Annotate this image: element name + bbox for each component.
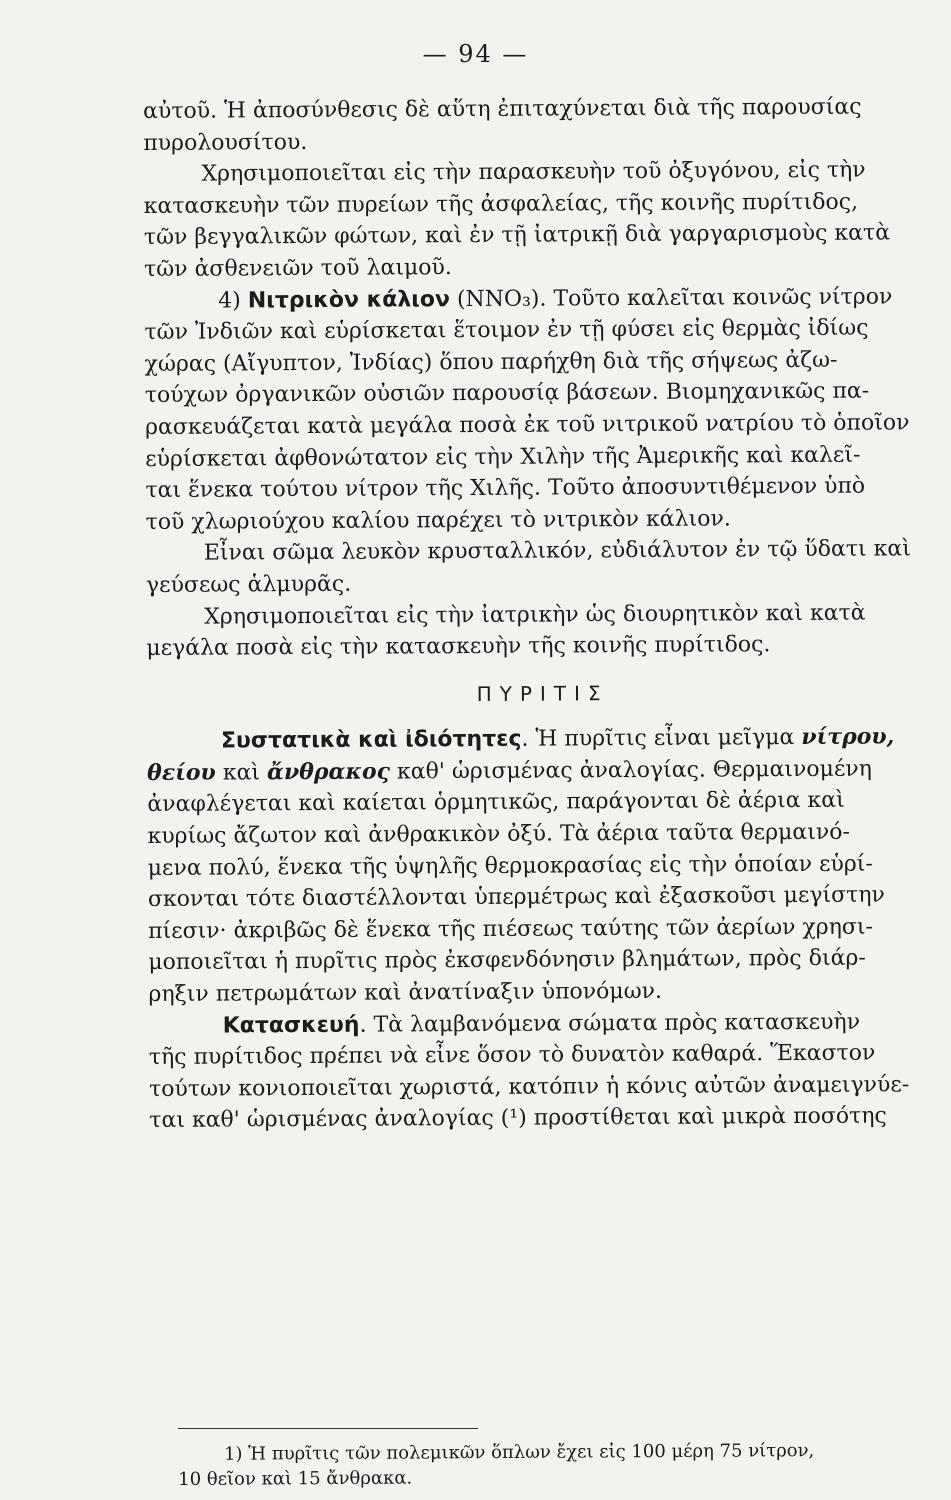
text-line: σκονται τότε διαστέλλονται ὑπερμέτρως καὶ ἐξασκοῦσι μεγίστην bbox=[147, 882, 885, 913]
text-run: καθ' ὡρισμένας ἀναλογίας. Θερμαινομένη bbox=[396, 756, 872, 785]
bold-italic-term: νίτρου, bbox=[801, 723, 895, 751]
paragraph-heading-construction bbox=[149, 1006, 941, 1042]
footnote-line: 1) Ἡ πυρῖτις τῶν πολεμικῶν ὅπλων ἔχει εἰς 100 μέρη 75 νίτρον, bbox=[224, 1440, 815, 1465]
bold-term: Κατασκευή bbox=[222, 1012, 360, 1039]
text-line: τῶν βεγγαλικῶν φώτων, καὶ ἐν τῇ ἰατρικῇ διὰ γαργαρισμοὺς κατὰ bbox=[143, 220, 891, 251]
text-run: καὶ bbox=[222, 760, 261, 786]
body-text bbox=[143, 91, 941, 1137]
paragraph-heading-potassium-nitrate bbox=[144, 281, 936, 317]
bold-term: Νιτρικὸν κάλιον bbox=[247, 286, 450, 313]
bold-italic-term: θείου bbox=[147, 759, 216, 786]
text-line: Εἶναι σῶμα λευκὸν κρυσταλλικόν, εὐδιάλυτον ἐν τῷ ὕδατι καὶ bbox=[203, 536, 911, 566]
text-run: . Τὰ λαμβανόμενα σώματα πρὸς κατασκευὴν bbox=[359, 1009, 861, 1038]
text-line: τοῦ χλωριούχου καλίου παρέχει τὸ νιτρικὸν κάλιον. bbox=[145, 506, 731, 535]
text-line: ται καθ' ὡρισμένας ἀναλογίας (¹) προστίθεται καὶ μικρὰ ποσότης bbox=[149, 1103, 887, 1134]
text-line: ρασκευάζεται κατὰ μεγάλα ποσὰ ἐκ τοῦ νιτρικοῦ νατρίου τὸ ὁποῖον bbox=[144, 410, 910, 440]
item-number: 4) bbox=[218, 287, 241, 314]
text-line: Χρησιμοποιεῖται εἰς τὴν ἰατρικὴν ὡς διουρητικὸν καὶ κατὰ bbox=[204, 600, 866, 630]
text-line: τούχων ὀργανικῶν οὐσιῶν παρουσίᾳ βάσεων. Βιομηχανικῶς πα- bbox=[144, 378, 870, 409]
text-line: ρηξιν πετρωμάτων καὶ ἀνατίναξιν ὑπονόμων. bbox=[148, 978, 663, 1008]
text-line: πυρολουσίτου. bbox=[143, 129, 308, 156]
text-line: πίεσιν· ἀκριβῶς δὲ ἕνεκα τῆς πιέσεως ταύτης τῶν ἀερίων χρησι- bbox=[148, 914, 874, 944]
paragraph-heading-composition bbox=[147, 721, 939, 757]
text-line: μεγάλα ποσὰ εἰς τὴν κατασκευὴν τῆς κοινῆς πυρίτιδος. bbox=[146, 632, 771, 662]
text-line: τῶν Ἰνδιῶν καὶ εὑρίσκεται ἕτοιμον ἐν τῇ φύσει εἰς θερμὰς ἰδίως bbox=[144, 315, 869, 346]
text-line: μοποιεῖται ἡ πυρῖτις πρὸς ἐκσφενδόνησιν βλημάτων, πρὸς διάρ- bbox=[148, 946, 866, 976]
text-run: (ΝΝΟ₃). Τοῦτο καλεῖται κοινῶς νίτρον bbox=[456, 283, 893, 312]
text-line: γεύσεως ἁλμυρᾶς. bbox=[145, 571, 352, 598]
text-line: κατασκευὴν τῶν πυρείων τῆς ἀσφαλείας, τῆς κοινῆς πυρίτιδος, bbox=[143, 189, 859, 219]
text-line bbox=[147, 753, 939, 789]
bold-italic-term: ἄνθρακος bbox=[266, 758, 391, 786]
text-run: . Ἡ πυρῖτις εἶναι μεῖγμα bbox=[521, 725, 795, 752]
footnote-line: 10 θεῖον καὶ 15 ἄνθρακα. bbox=[178, 1467, 413, 1490]
bold-term: Συστατικὰ καὶ ἰδιότητες bbox=[220, 726, 522, 754]
text-line: Χρησιμοποιεῖται εἰς τὴν παρασκευὴν τοῦ ὀξυγόνου, εἰς τὴν bbox=[201, 157, 866, 187]
text-line: τούτων κονιοποιεῖται χωριστά, κατόπιν ἡ κόνις αὐτῶν ἀναμειγνύε- bbox=[148, 1072, 910, 1102]
page-number: — 94 — bbox=[422, 40, 529, 68]
text-line: εὑρίσκεται ἀφθονώτατον εἰς τὴν Χιλὴν τῆς Ἀμερικῆς καὶ καλεῖ- bbox=[145, 442, 861, 472]
text-line: χώρας (Αἴγυπτον, Ἰνδίας) ὅπου παρήχθη διὰ τῆς σήψεως ἀζω- bbox=[144, 347, 838, 377]
section-title: ΠΥΡΙΤΙΣ bbox=[476, 680, 609, 706]
text-line: μενα πολύ, ἕνεκα τῆς ὑψηλῆς θερμοκρασίας εἰς τὴν ὁποίαν εὑρί- bbox=[147, 851, 873, 881]
text-line: ἀναφλέγεται καὶ καίεται ὁρμητικῶς, παράγονται δὲ ἀέρια καὶ bbox=[147, 788, 845, 818]
footnotes bbox=[178, 1437, 943, 1492]
footnote-divider bbox=[178, 1428, 478, 1429]
text-line: κυρίως ἄζωτον καὶ ἀνθρακικὸν ὀξύ. Τὰ ἀέρια ταῦτα θερμαινό- bbox=[147, 819, 851, 850]
text-line: αὐτοῦ. Ἡ ἀποσύνθεσις δὲ αὕτη ἐπιταχύνεται διὰ τῆς παρουσίας bbox=[143, 94, 862, 124]
text-line: τῶν ἀσθενειῶν τοῦ λαιμοῦ. bbox=[143, 255, 452, 282]
text-line: τῆς πυρίτιδος πρέπει νὰ εἶνε ὅσον τὸ δυνατὸν καθαρά. Ἕκαστον bbox=[148, 1040, 876, 1071]
text-line: ται ἕνεκα τούτου νίτρον τῆς Χιλῆς. Τοῦτο ἀποσυντιθέμενον ὑπὸ bbox=[145, 473, 866, 504]
